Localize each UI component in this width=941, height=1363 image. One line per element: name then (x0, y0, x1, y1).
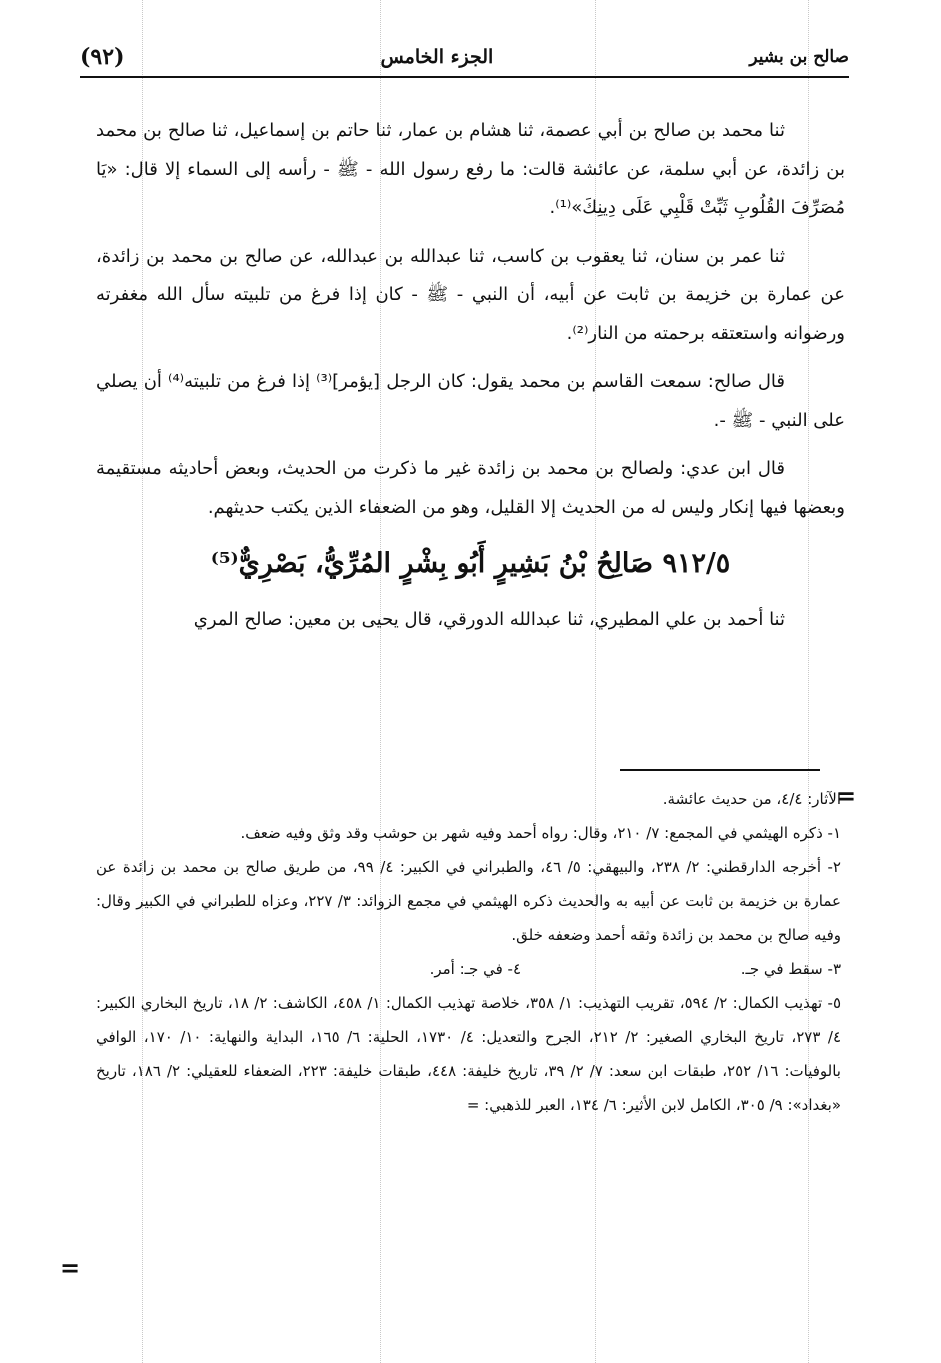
footnote-4: ٤- في جـ: أمر. (429, 960, 521, 978)
footnote-5: ٥- تهذيب الكمال: ٢/ ٥٩٤، تقريب التهذيب: ١/ ٣٥٨، خلاصة تهذيب الكمال: ١/ ٤٥٨، الكاشف: ٢/ ١٨، تاريخ البخاري الكبير: ٤/ ٢٧٣، تاريخ البخاري الصغير: ٢/ ٢١٢، الجرح والتعديل: ٤/ ١٧٣٠، الحلية: ٦/ ١٦٥، البداية والنهاية: ١٠/ ١٧٠، الوافي بالوفيات: ١٦/ ٢٥٢، طبقات ابن سعد: ٧/ ٢/ ٣٩، تاريخ خليفة: ٤٤٨، طبقات خليفة: ٢٢٣، الضعفاء للعقيلي: ٢/ ١٨٦، تاريخ «بغداد»: ٩/ ٣٠٥، الكامل لابن الأثير: ٦/ ١٣٤، العبر للذهبي: = (96, 994, 842, 1114)
continuation-mark: = (836, 782, 857, 810)
paragraph: ثنا محمد بن صالح بن أبي عصمة، ثنا هشام بن عمار، ثنا حاتم بن إسماعيل، ثنا صالح بن محمد بن زائدة، عن أبي سلمة، عن عائشة قالت: ما رفع رسول الله - ﷺ - رأسه إلى السماء إلا قال: «يَا مُصَرِّفَ القُلُوبِ ثَبِّتْ قَلْبِي عَلَى دِينِكَ»⁽¹⁾. (96, 120, 845, 218)
page-number: (٩٢) (80, 44, 125, 70)
footnote-rule (620, 769, 820, 771)
running-head-volume: الجزء الخامس (380, 46, 494, 68)
entry-heading: ٩١٢/٥ صَالِحُ بْنُ بَشِيرٍ أَبُو بِشْرٍ المُرِّيُّ، بَصْرِيٌّ⁽⁵⁾ (210, 548, 731, 579)
header-rule (80, 76, 849, 78)
paragraph: قال صالح: سمعت القاسم بن محمد يقول: كان الرجل [يؤمر]⁽³⁾ إذا فرغ من تلبيته⁽⁴⁾ أن يصلي على النبي - ﷺ -. (96, 371, 845, 431)
paragraph: ثنا أحمد بن علي المطيري، ثنا عبدالله الدورقي، قال يحيى بن معين: صالح المري (193, 609, 785, 630)
main-text (96, 112, 845, 650)
footnotes-3-4 (96, 952, 841, 986)
footnote-1: ١- ذكره الهيثمي في المجمع: ٧/ ٢١٠، وقال: رواه أحمد وفيه شهر بن حوشب وقد وثق وفيه ضعف. (240, 824, 841, 842)
footnote-continuation: الآثار: ٤/٤، من حديث عائشة. (662, 790, 841, 808)
running-head-entry: صالح بن بشير (749, 47, 849, 67)
footnote-3: ٣- سقط في جـ. (740, 960, 841, 978)
paragraph: قال ابن عدي: ولصالح بن محمد بن زائدة غير ما ذكرت من الحديث، وبعض أحاديثه مستقيمة وبعضها فيها إنكار وليس له من الحديث إلا القليل، وهو من الضعفاء الذين يكتب حديثهم. (96, 458, 845, 518)
page-header (80, 40, 849, 74)
footnote-2: ٢- أخرجه الدارقطني: ٢/ ٢٣٨، والبيهقي: ٥/ ٤٦، والطبراني في الكبير: ٤/ ٩٩، من طريق صالح بن محمد بن زائدة عن عمارة بن خزيمة بن ثابت عن أبيه به والحديث ذكره الهيثمي في مجمع الزوائد: ٣/ ٢٢٧، وعزاه للطبراني في الكبير وقال: وفيه صالح بن محمد بن زائدة وثقه أحمد وضعفه خلق. (96, 858, 841, 944)
paragraph: ثنا عمر بن سنان، ثنا يعقوب بن كاسب، ثنا عبدالله بن عبدالله، عن صالح بن محمد بن زائدة، عن عمارة بن خزيمة بن ثابت عن أبيه، أن النبي - ﷺ - كان إذا فرغ من تلبيته سأل الله مغفرته ورضوانه واستعتقه برحمته من النار⁽²⁾. (96, 245, 845, 344)
footnotes (96, 782, 841, 1122)
continued-mark: = (60, 1254, 81, 1282)
